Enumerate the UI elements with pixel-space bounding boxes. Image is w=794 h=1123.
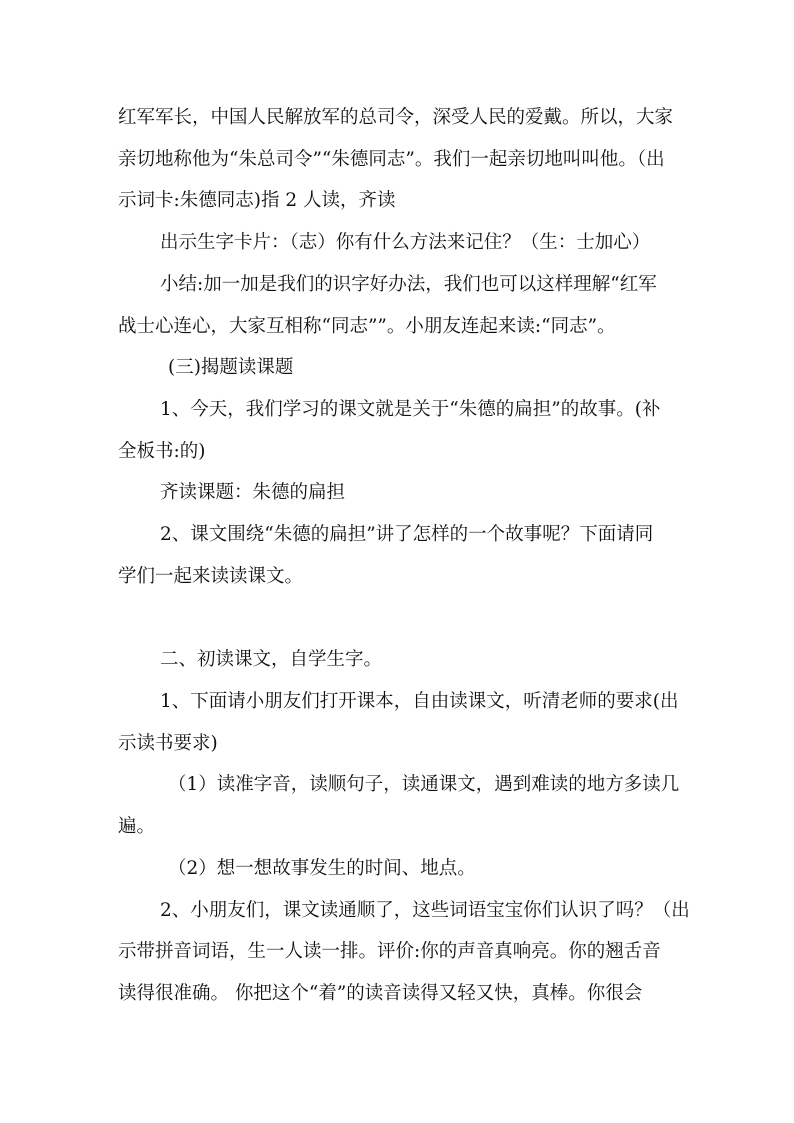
text-line-6: 战士心连心，大家互相称“同志””。小朋友连起来读:“同志”。 xyxy=(118,316,616,337)
text-line-11: 2、课文围绕“朱德的扁担”讲了怎样的一个故事呢？下面请同 xyxy=(160,524,654,545)
section-heading-2: 二、初读课文，自学生字。 xyxy=(160,649,383,670)
text-line-9: 全板书:的) xyxy=(118,441,206,462)
text-line-1: 红军军长，中国人民解放军的总司令，深受人民的爱戴。所以，大家 xyxy=(118,107,674,128)
text-line-21: 读得很准确。 你把这个“着”的读音读得又轻又快，真棒。你很会 xyxy=(118,983,643,1004)
text-line-5: 小结:加一加是我们的识字好办法，我们也可以这样理解“红军 xyxy=(160,274,657,295)
text-line-8: 1、今天，我们学习的课文就是关于“朱德的扁担”的故事。(补 xyxy=(160,399,661,420)
text-line-3: 示词卡:朱德同志)指 2 人读，齐读 xyxy=(118,190,396,211)
text-line-19: 2、小朋友们，课文读通顺了，这些词语宝宝你们认识了吗？（出 xyxy=(160,900,690,921)
text-line-17: 遍。 xyxy=(118,816,156,837)
text-line-12: 学们一起来读读课文。 xyxy=(118,566,304,587)
section-heading-3: (三)揭题读课题 xyxy=(168,357,294,378)
text-line-4: 出示生字卡片：（志）你有什么方法来记住？（生：士加心） xyxy=(160,232,651,253)
text-line-18: （2）想一想故事发生的时间、地点。 xyxy=(168,858,476,879)
text-line-14: 1、下面请小朋友们打开课本，自由读课文，听清老师的要求(出 xyxy=(160,691,679,712)
text-line-16: （1）读准字音，读顺句子，读通课文，遇到难读的地方多读几 xyxy=(168,774,680,795)
text-line-10: 齐读课题：朱德的扁担 xyxy=(160,482,346,503)
text-line-2: 亲切地称他为“朱总司令”“朱德同志”。我们一起亲切地叫叫他。（出 xyxy=(118,149,665,170)
text-line-15: 示读书要求) xyxy=(118,733,218,754)
text-line-20: 示带拼音词语，生一人读一排。评价:你的声音真响亮。你的翘舌音 xyxy=(118,941,661,962)
